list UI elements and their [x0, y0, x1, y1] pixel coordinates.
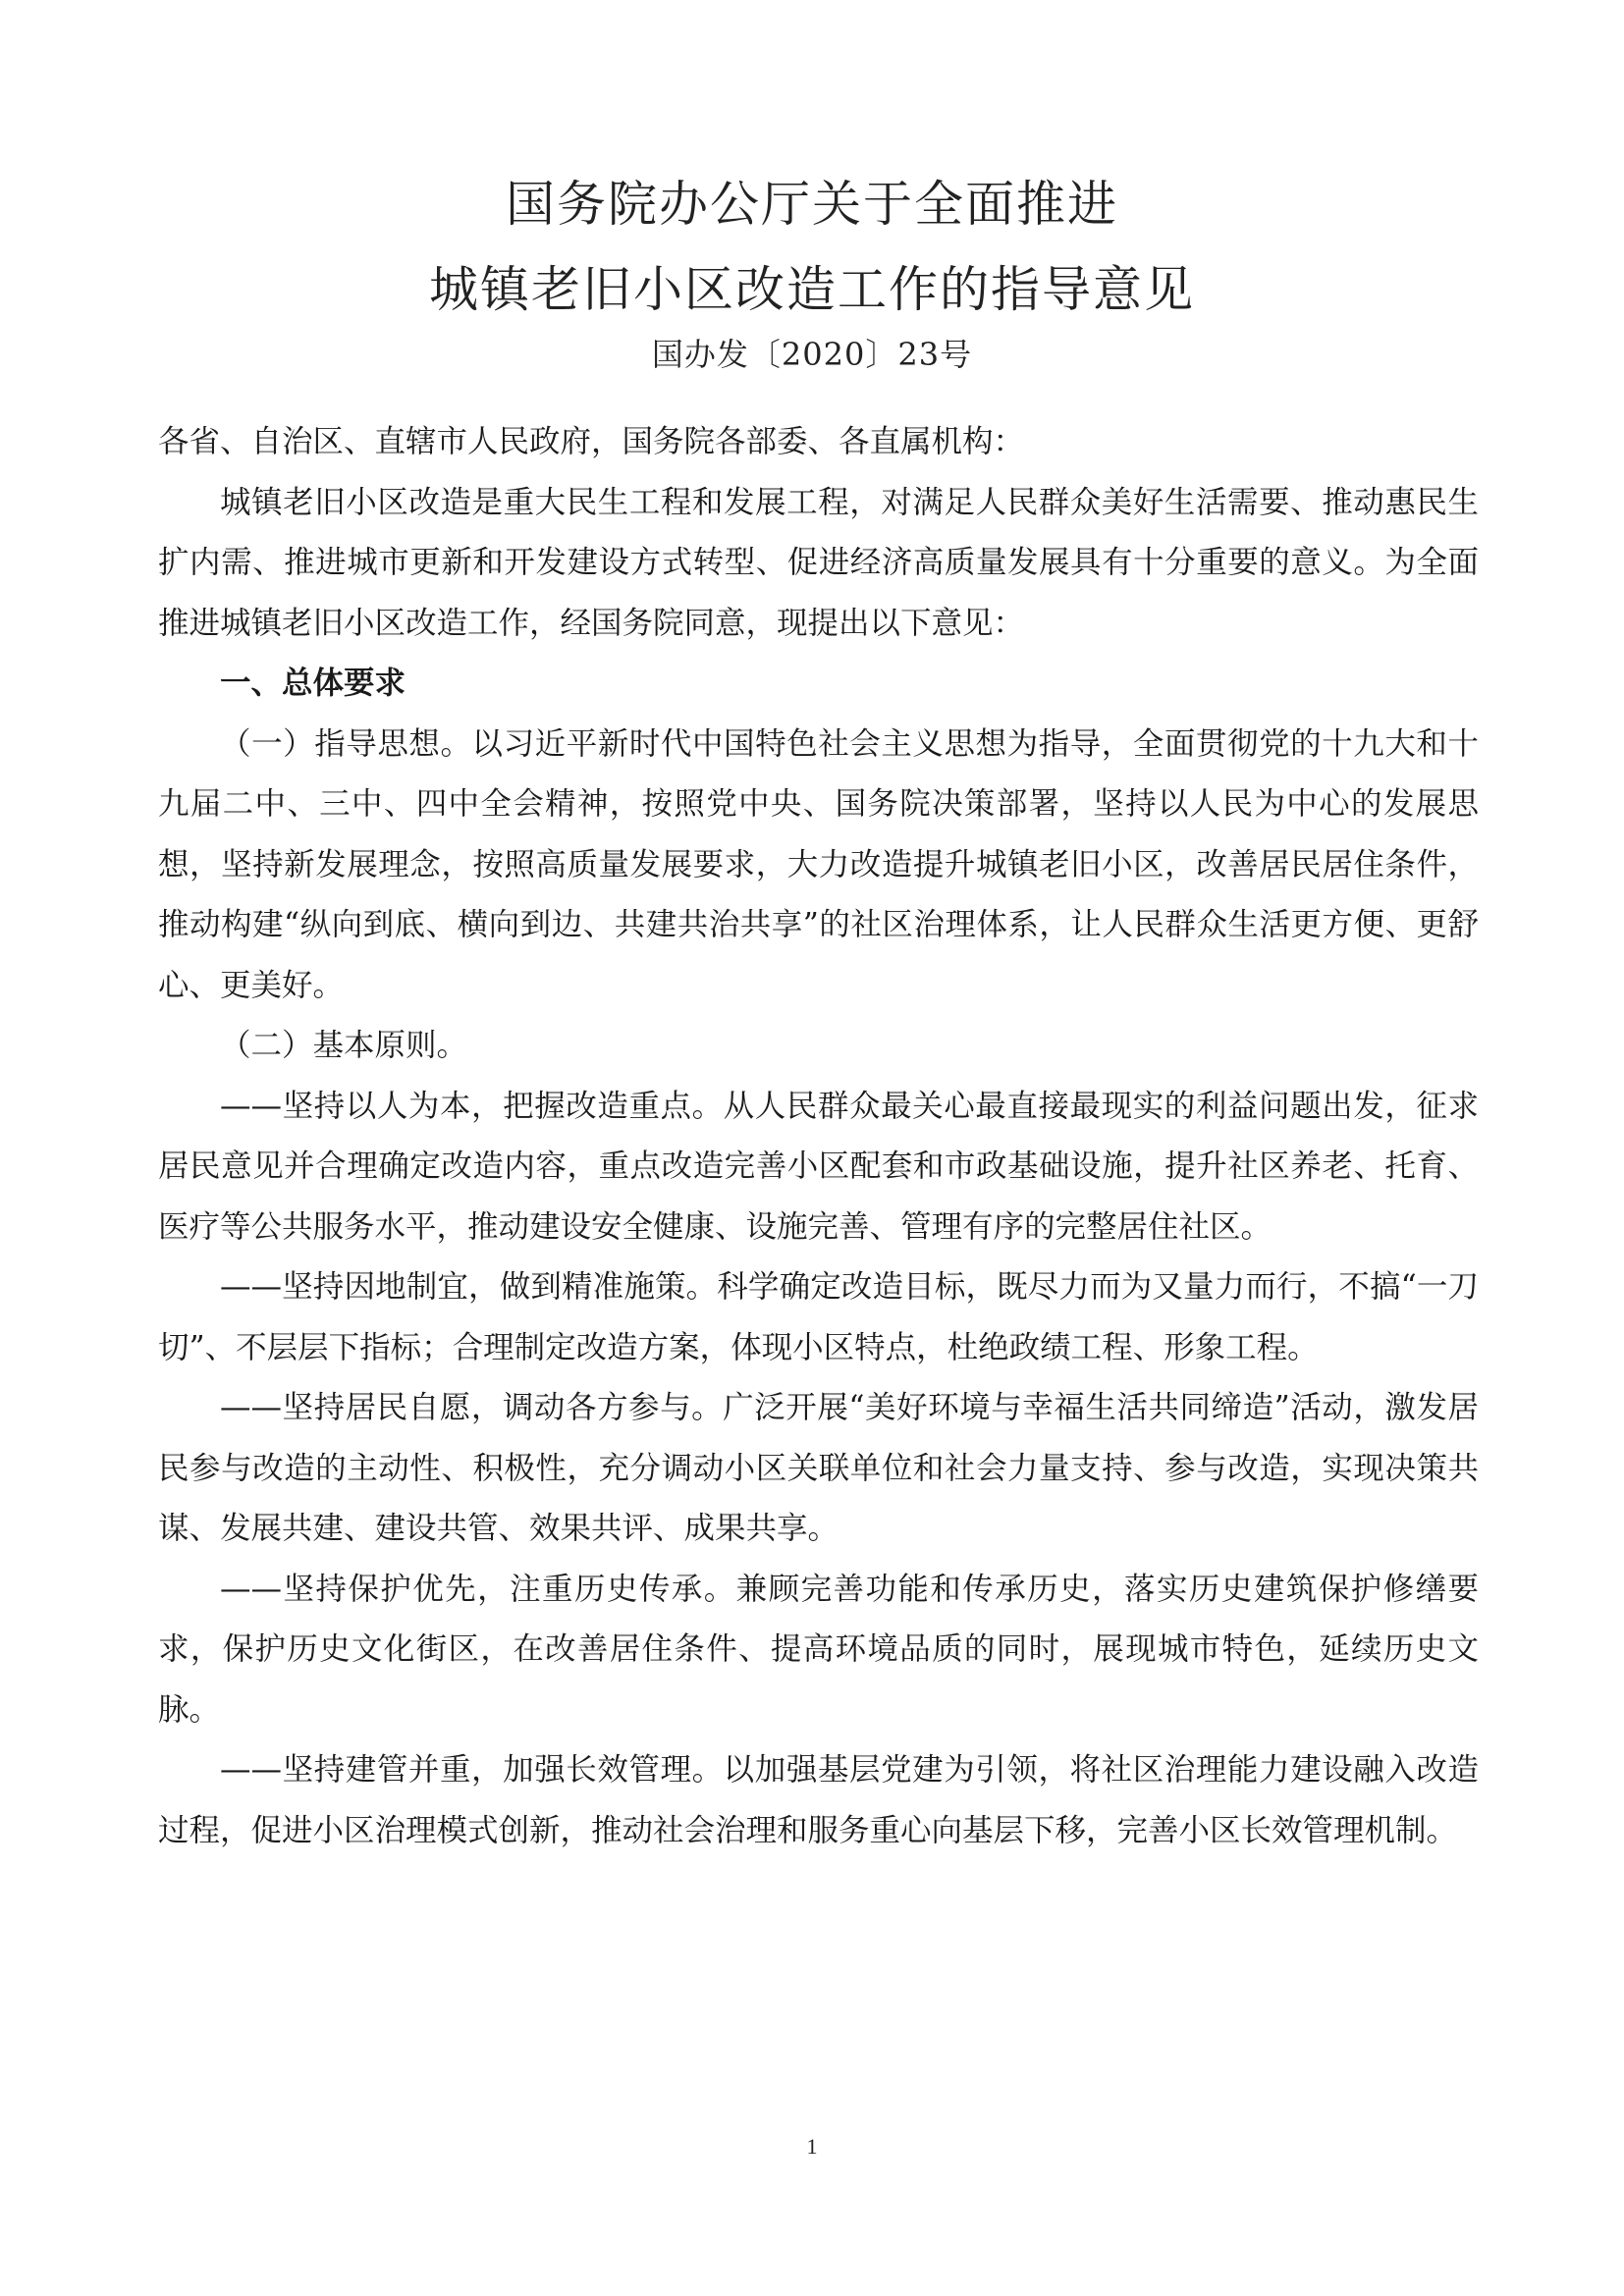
document-title-line2: 城镇老旧小区改造工作的指导意见 [429, 261, 1195, 318]
document-number: 国办发〔2020〕23号 [651, 336, 973, 373]
paragraph-principle-protection-first: ——坚持保护优先，注重历史传承。兼顾完善功能和传承历史，落实历史建筑保护修缮要求，保护历史文化街区，在改善居住条件、提高环境品质的同时，展现城市特色，延续历史文脉。 [158, 1571, 1479, 1728]
addressee: 各省、自治区、直辖市人民政府，国务院各部委、各直属机构： [158, 424, 1025, 459]
document-title-line1: 国务院办公厅关于全面推进 [506, 176, 1118, 233]
document-body [158, 412, 1479, 1861]
page-number: 1 [806, 2134, 818, 2159]
paragraph-principle-build-and-manage: ——坚持建管并重，加强长效管理。以加强基层党建为引领，将社区治理能力建设融入改造过程，促进小区治理模式创新，推动社会治理和服务重心向基层下移，完善小区长效管理机制。 [158, 1752, 1479, 1848]
section-heading-general-requirements: 一、总体要求 [220, 666, 406, 701]
paragraph-basic-principles: （二）基本原则。 [220, 1028, 468, 1063]
paragraph-principle-resident-voluntary: ——坚持居民自愿，调动各方参与。广泛开展“美好环境与幸福生活共同缔造”活动，激发居民参与改造的主动性、积极性，充分调动小区关联单位和社会力量支持、参与改造，实现决策共谋、发展共建、建设共管、效果共评、成果共享。 [158, 1390, 1479, 1546]
paragraph-principle-local-conditions: ——坚持因地制宜，做到精准施策。科学确定改造目标，既尽力而为又量力而行，不搞“一刀切”、不层层下指标；合理制定改造方案，体现小区特点，杜绝政绩工程、形象工程。 [158, 1269, 1479, 1365]
paragraph-principle-people-oriented: ——坚持以人为本，把握改造重点。从人民群众最关心最直接最现实的利益问题出发，征求居民意见并合理确定改造内容，重点改造完善小区配套和市政基础设施，提升社区养老、托育、医疗等公共服务水平，推动建设安全健康、设施完善、管理有序的完整居住社区。 [158, 1088, 1479, 1245]
paragraph-intro: 城镇老旧小区改造是重大民生工程和发展工程，对满足人民群众美好生活需要、推动惠民生扩内需、推进城市更新和开发建设方式转型、促进经济高质量发展具有十分重要的意义。为全面推进城镇老旧小区改造工作，经国务院同意，现提出以下意见： [158, 484, 1479, 641]
paragraph-guiding-thought: （一）指导思想。以习近平新时代中国特色社会主义思想为指导，全面贯彻党的十九大和十九届二中、三中、四中全会精神，按照党中央、国务院决策部署，坚持以人民为中心的发展思想，坚持新发展理念，按照高质量发展要求，大力改造提升城镇老旧小区，改善居民居住条件，推动构建“纵向到底、横向到边、共建共治共享”的社区治理体系，让人民群众生活更方便、更舒心、更美好。 [158, 725, 1479, 1003]
